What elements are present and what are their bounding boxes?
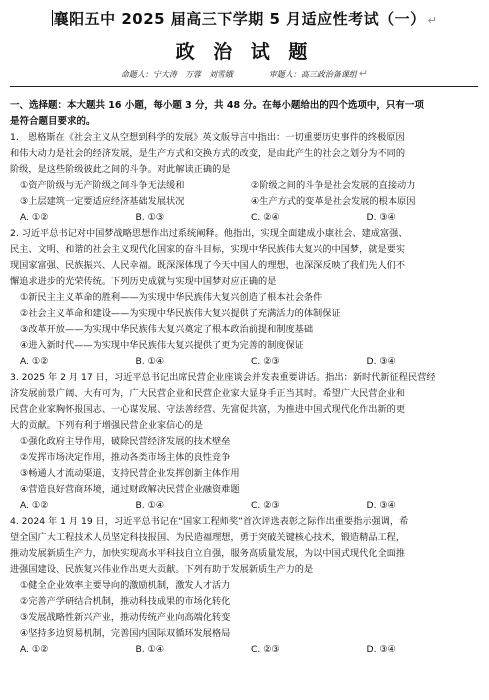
question-3 [10,370,482,514]
option: ②完善产学研结合机制，推动科技成果的市场化转化 [20,596,231,607]
answer-choice: B. ①③ [135,212,165,223]
text-cursor [52,10,53,26]
question-stem: 民营企业家胸怀报国志、一心谋发展、守法善经营、先富促共富，为推进中国式现代化作出新的更 [10,404,406,415]
answer-choice: D. ③④ [366,356,396,367]
question-stem: 大的贡献。下列有利于增强民营企业家信心的是 [10,420,203,431]
option: ①资产阶级与无产阶级之间斗争无法缓和 [20,180,185,191]
question-stem: 和伟大动力是社会的经济发展，是生产方式和交换方式的改变，是由此产生的社会之划分为不同的 [10,148,406,159]
option: ②社会主义革命和建设——为实现中华民族伟大复兴提供了充满活力的体制保证 [20,308,341,319]
proposers: 命题人：宁大涛 万蓉 刘雪娥 [120,70,233,79]
paragraph-mark-icon: ↵ [358,67,369,80]
question-stem: 民主、文明、和谐的社会主义现代化国家的奋斗目标，实现中华民族伟大复兴的中国梦，就是要实 [10,244,406,255]
option: ①强化政府主导作用，破除民营经济发展的技术壁垒 [20,436,231,447]
subject-title: 政 治 试 题 [175,41,314,63]
option: ④生产方式的变革是社会发展的根本原因 [251,196,416,207]
reviewers: 审题人：高三政治备课组 [268,70,357,79]
question-stem: 懈追求进步的光荣传统。下列历史成就与实现中国梦对应正确的是 [10,276,277,287]
option: ③上层建筑一定要适应经济基础发展状况 [20,196,185,207]
answer-choice: C. ②③ [251,500,280,511]
section-heading-cont: 是符合题目要求的。 [10,116,96,127]
answer-row [10,498,482,514]
answer-choice: A. ①② [20,356,49,367]
answer-choice: C. ②④ [251,212,280,223]
answer-choice: B. ①④ [135,644,165,655]
option: ①健全企业效率主要导向的激励机制，激发人才活力 [20,580,231,591]
answer-row [10,642,482,658]
option: ③发展战略性新兴产业，推动传统产业向高端化转变 [20,612,231,623]
section-heading: 一、选择题：本大题共 16 小题，每小题 3 分，共 48 分。在每小题给出的四个选项中，只有一项 [10,100,424,111]
answer-choice: D. ③④ [366,500,396,511]
question-stem: 2. 习近平总书记对中国梦战略思想作出过系统阐释。他指出，实现全面建成小康社会、建成富强、 [10,228,408,239]
question-stem: 推动发展新质生产力，加快实现高水平科技自立自强，服务高质量发展，为以中国式现代化全面推 [10,548,406,559]
answer-row [10,210,482,226]
question-stem: 济发展前景广阔、大有可为，广大民营企业和民营企业家大显身手正当其时。希望广大民营企业和 [10,388,406,399]
answer-choice: A. ①② [20,500,49,511]
question-stem: 进强国建设、民族复兴伟业作出更大贡献。下列有助于发展新质生产力的是 [10,564,314,575]
option-row [10,194,482,210]
exam-content [10,98,482,658]
question-2 [10,226,482,370]
question-4 [10,514,482,658]
answer-choice: D. ③④ [366,644,396,655]
option: ②阶级之间的斗争是社会发展的直接动力 [251,180,416,191]
option: ④坚持多边贸易机制，完善国内国际双循环发展格局 [20,628,231,639]
answer-row [10,354,482,370]
answer-choice: B. ①④ [135,500,165,511]
question-1 [10,130,482,226]
option: ④营造良好营商环境，通过财政解决民营企业融资难题 [20,484,240,495]
question-stem: 阶级，是这些阶级彼此之间的斗争。对此解读正确的是 [10,164,231,175]
question-stem: 4. 2024 年 1 月 19 日，习近平总书记在“国家工程师奖”首次评选表彰之际作出重要指示强调，希 [10,516,409,527]
option: ③畅通人才流动渠道，支持民营企业发挥创新主体作用 [20,468,240,479]
question-stem: 现国家富强、民族振兴、人民幸福。既深深体现了今天中国人的理想，也深深反映了我们先人们不 [10,260,406,271]
answer-choice: A. ①② [20,212,49,223]
option: ②发挥市场决定作用，推动各类市场主体的良性竞争 [20,452,231,463]
question-stem: 3. 2025 年 2 月 17 日，习近平总书记出席民营企业座谈会并发表重要讲话。指出：新时代新征程民营经 [10,372,436,383]
header-divider [10,86,478,87]
option-row [10,178,482,194]
paragraph-mark-icon: ↵ [427,14,438,27]
authors-line [0,67,489,80]
question-stem: 望全国广大工程技术人员坚定科技报国、为民造福理想，勇于突破关键核心技术，锻造精品工程， [10,532,406,543]
question-stem: 1. 恩格斯在《社会主义从空想到科学的发展》英文版导言中指出：一切重要历史事件的终极原因 [10,132,405,143]
exam-title: 襄阳五中 2025 届高三下学期 5 月适应性考试（一） ↵ [53,10,438,28]
answer-choice: A. ①② [20,644,49,655]
answer-choice: D. ③④ [366,212,396,223]
option: ③改革开放——为实现中华民族伟大复兴奠定了根本政治前提和制度基础 [20,324,314,335]
answer-choice: C. ②③ [251,356,280,367]
option: ④进入新时代——为实现中华民族伟大复兴提供了更为完善的制度保证 [20,340,304,351]
answer-choice: C. ②③ [251,644,280,655]
option: ①新民主主义革命的胜利——为实现中华民族伟大复兴创造了根本社会条件 [20,292,323,303]
answer-choice: B. ①④ [135,356,165,367]
